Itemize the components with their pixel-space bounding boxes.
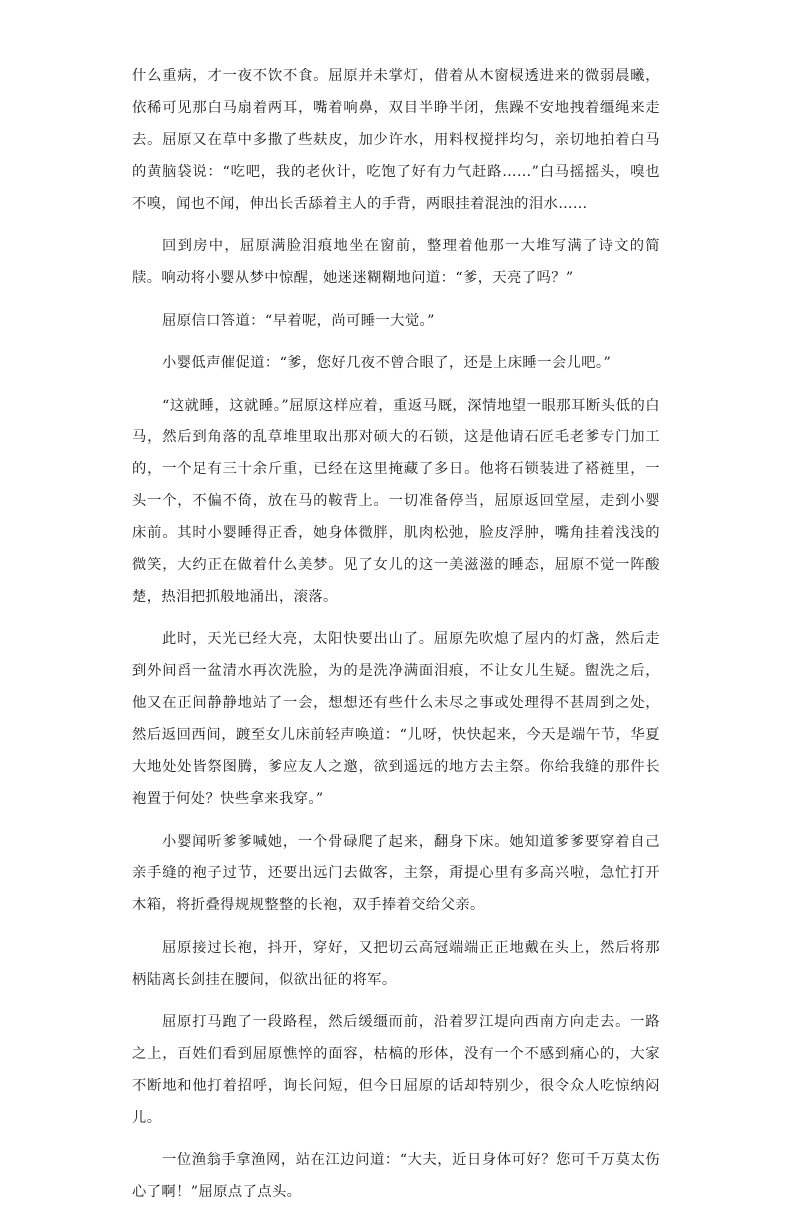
paragraph: 此时，天光已经大亮，太阳快要出山了。屈原先吹熄了屋内的灯盏，然后走到外间舀一盆清水再次洗脸，为的是洗净满面泪痕，不让女儿生疑。盥洗之后，他又在正间静静地站了一会，想想还有些什么未尽之事或处理得不甚周到之处，然后返回西间，踱至女儿床前轻声唤道：“儿呀，快快起来，今天是端午节，华夏大地处处皆祭图腾，爹应友人之邀，欲到遥远的地方去主祭。你给我缝的那件长袍置于何处？快些拿来我穿。” xyxy=(132,631,660,807)
paragraph: 屈原打马跑了一段路程，然后缓缰而前，沿着罗江堤向西南方向走去。一路之上，百姓们看到屈原憔悴的面容，枯槁的形体，没有一个不感到痛心的，大家不断地和他打着招呼，询长问短，但今日屈原的话却特别少，很令众人吃惊纳闷儿。 xyxy=(132,1014,660,1126)
paragraph: 什么重病，才一夜不饮不食。屈原并未掌灯，借着从木窗棂透进来的微弱晨曦，依稀可见那白马扇着两耳，嘴着响鼻，双目半睁半闭，焦躁不安地拽着缰绳来走去。屈原又在草中多撒了些麸皮，加少许水，用料杈搅拌均匀，亲切地拍着白马的黄脑袋说：“吃吧，我的老伙计，吃饱了好有力气赶路……”白马摇摇头，嗅也不嗅，闻也不闻，伸出长舌舔着主人的手背，两眼挂着混浊的泪水…… xyxy=(132,68,660,212)
paragraph: “这就睡，这就睡。”屈原这样应着，重返马厩，深情地望一眼那耳断头低的白马，然后到角落的乱草堆里取出那对硕大的石锁，这是他请石匠毛老爹专门加工的，一个足有三十余斤重，已经在这里掩藏了多日。他将石锁装进了褡裢里，一头一个，不偏不倚，放在马的鞍背上。一切准备停当，屈原返回堂屋，走到小婴床前。其时小婴睡得正香，她身体微胖，肌肉松弛，脸皮浮肿，嘴角挂着浅浅的微笑，大约正在做着什么美梦。见了女儿的这一美滋滋的睡态，屈原不觉一阵酸楚，热泪把抓般地涌出，滚落。 xyxy=(132,397,660,605)
paragraph: 屈原接过长袍，抖开，穿好，又把切云高冠端端正正地戴在头上，然后将那柄陆离长剑挂在腰间，似欲出征的将军。 xyxy=(132,939,660,988)
paragraph: 小婴闻听爹爹喊她，一个骨碌爬了起来，翻身下床。她知道爹爹要穿着自己亲手缝的袍子过节，还要出远门去做客，主祭，甭提心里有多高兴啦，急忙打开木箱，将折叠得规规整整的长袍，双手捧着交给父亲。 xyxy=(132,833,660,914)
paragraph: 一位渔翁手拿渔网，站在江边问道：“大夫，近日身体可好？您可千万莫太伤心了啊！”屈原点了点头。 xyxy=(132,1152,660,1201)
paragraph: 回到房中，屈原满脸泪痕地坐在窗前，整理着他那一大堆写满了诗文的简牍。响动将小婴从梦中惊醒，她迷迷糊糊地问道：“爹，天亮了吗？” xyxy=(132,238,660,287)
document-body xyxy=(132,61,660,1209)
paragraph: 小婴低声催促道：“爹，您好几夜不曾合眼了，还是上床睡一会儿吧。” xyxy=(162,355,612,372)
paragraph: 屈原信口答道：“早着呢，尚可睡一大觉。” xyxy=(162,312,435,329)
